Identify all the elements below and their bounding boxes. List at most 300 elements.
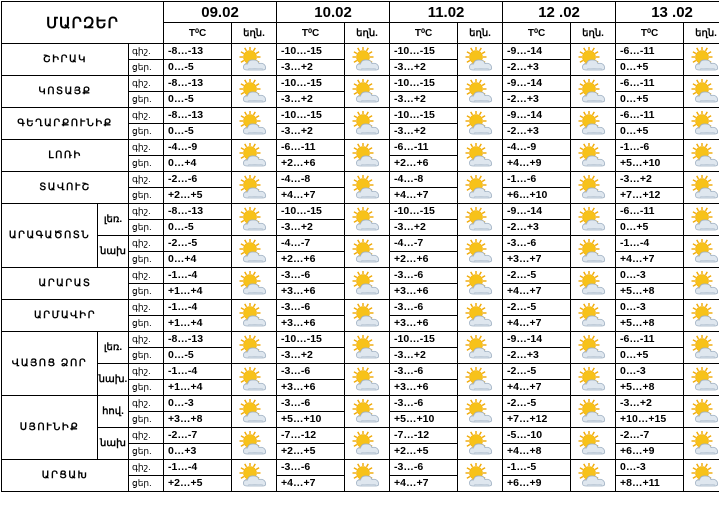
night-label: գիշ. [129, 172, 164, 188]
weather-header: եղն. [571, 23, 616, 44]
partly-cloudy-icon [465, 463, 495, 489]
partly-cloudy-icon [239, 175, 269, 201]
table-row [2, 364, 719, 380]
day-temperature: +2…+6 [277, 252, 345, 268]
partly-cloudy-icon [578, 335, 608, 361]
partly-cloudy-icon [465, 431, 495, 457]
night-temperature: -1…-6 [616, 140, 684, 156]
night-label: գիշ. [129, 76, 164, 92]
temperature-header: T⁰C [277, 23, 345, 44]
day-label: ցեր. [129, 284, 164, 300]
partly-cloudy-icon [352, 271, 382, 297]
partly-cloudy-icon [239, 47, 269, 73]
day-label: ցեր. [129, 316, 164, 332]
weather-cell [232, 76, 277, 108]
day-temperature: +5…+8 [616, 380, 684, 396]
day-temperature: +2…+5 [164, 476, 232, 492]
region-name: ԼՈՌԻ [2, 140, 129, 172]
day-temperature: 0…+5 [616, 60, 684, 76]
day-temperature: +6…+9 [503, 476, 571, 492]
partly-cloudy-icon [465, 303, 495, 329]
night-temperature: -2…-5 [503, 300, 571, 316]
day-temperature: 0…-5 [164, 60, 232, 76]
night-temperature: -5…-10 [503, 428, 571, 444]
night-temperature: -4…-7 [277, 236, 345, 252]
day-temperature: -3…+2 [277, 348, 345, 364]
day-label: ցեր. [129, 412, 164, 428]
night-temperature: -1…-6 [503, 172, 571, 188]
table-row [2, 332, 719, 348]
night-temperature: -2…-5 [503, 396, 571, 412]
partly-cloudy-icon [578, 47, 608, 73]
subregion-label: նախ [98, 428, 129, 460]
partly-cloudy-icon [578, 111, 608, 137]
night-temperature: -7…-12 [277, 428, 345, 444]
subregion-label: լեռ. [98, 204, 129, 236]
night-temperature: -3…-6 [390, 396, 458, 412]
partly-cloudy-icon [691, 111, 719, 137]
night-temperature: -10…-15 [277, 44, 345, 60]
night-temperature: -3…-6 [277, 460, 345, 476]
partly-cloudy-icon [691, 399, 719, 425]
day-temperature: 0…+3 [164, 444, 232, 460]
day-label: ցեր. [129, 92, 164, 108]
day-temperature: -3…+2 [390, 348, 458, 364]
weather-cell [571, 172, 616, 204]
weather-cell [345, 108, 390, 140]
weather-cell [458, 460, 503, 492]
partly-cloudy-icon [465, 271, 495, 297]
weather-cell [571, 76, 616, 108]
subregion-label: նախ. [98, 364, 129, 396]
day-temperature: +3…+6 [277, 284, 345, 300]
weather-cell [232, 396, 277, 428]
weather-cell [232, 300, 277, 332]
night-temperature: -10…-15 [277, 204, 345, 220]
date-header: 12 .02 [503, 2, 616, 23]
partly-cloudy-icon [352, 399, 382, 425]
day-temperature: +3…+6 [390, 316, 458, 332]
weather-cell [684, 140, 719, 172]
night-temperature: -4…-9 [164, 140, 232, 156]
night-temperature: -9…-14 [503, 76, 571, 92]
partly-cloudy-icon [352, 207, 382, 233]
day-temperature: +1…+4 [164, 380, 232, 396]
day-temperature: -2…+3 [503, 124, 571, 140]
night-temperature: -10…-15 [390, 204, 458, 220]
day-temperature: +5…+10 [277, 412, 345, 428]
weather-cell [345, 364, 390, 396]
night-label: գիշ. [129, 364, 164, 380]
weather-cell [458, 236, 503, 268]
night-temperature: -10…-15 [390, 332, 458, 348]
partly-cloudy-icon [239, 239, 269, 265]
weather-cell [684, 76, 719, 108]
partly-cloudy-icon [239, 79, 269, 105]
partly-cloudy-icon [691, 335, 719, 361]
weather-cell [458, 204, 503, 236]
night-temperature: -10…-15 [277, 108, 345, 124]
weather-cell [458, 332, 503, 364]
partly-cloudy-icon [578, 399, 608, 425]
table-row [2, 236, 719, 252]
day-temperature: -2…+3 [503, 92, 571, 108]
day-temperature: -2…+3 [503, 220, 571, 236]
day-label: ցեր. [129, 348, 164, 364]
day-temperature: -2…+3 [503, 348, 571, 364]
partly-cloudy-icon [691, 207, 719, 233]
day-temperature: +4…+7 [503, 380, 571, 396]
day-label: ցեր. [129, 252, 164, 268]
night-temperature: 0…-3 [616, 300, 684, 316]
weather-cell [345, 204, 390, 236]
day-temperature: -3…+2 [277, 124, 345, 140]
weather-cell [232, 172, 277, 204]
day-label: ցեր. [129, 476, 164, 492]
partly-cloudy-icon [691, 431, 719, 457]
table-row [2, 268, 719, 284]
night-temperature: -10…-15 [390, 44, 458, 60]
night-label: գիշ. [129, 332, 164, 348]
night-temperature: -6…-11 [616, 44, 684, 60]
table-row [2, 428, 719, 444]
partly-cloudy-icon [465, 335, 495, 361]
night-temperature: -4…-8 [277, 172, 345, 188]
night-temperature: -3…-6 [390, 364, 458, 380]
weather-cell [571, 108, 616, 140]
weather-header: եղն. [345, 23, 390, 44]
partly-cloudy-icon [352, 143, 382, 169]
table-row [2, 204, 719, 220]
night-temperature: -6…-11 [616, 204, 684, 220]
table-row [2, 108, 719, 124]
partly-cloudy-icon [691, 47, 719, 73]
night-temperature: -1…-4 [164, 460, 232, 476]
night-temperature: -10…-15 [390, 108, 458, 124]
night-temperature: -3…-6 [503, 236, 571, 252]
weather-cell [345, 396, 390, 428]
day-temperature: +2…+5 [164, 188, 232, 204]
night-temperature: 0…-3 [164, 396, 232, 412]
partly-cloudy-icon [578, 207, 608, 233]
weather-cell [684, 236, 719, 268]
partly-cloudy-icon [239, 399, 269, 425]
weather-cell [345, 236, 390, 268]
night-label: գիշ. [129, 460, 164, 476]
day-temperature: +4…+7 [390, 188, 458, 204]
weather-cell [458, 76, 503, 108]
night-temperature: 0…-3 [616, 268, 684, 284]
day-temperature: +10…+15 [616, 412, 684, 428]
night-temperature: -3…-6 [277, 268, 345, 284]
table-row [2, 76, 719, 92]
weather-cell [684, 396, 719, 428]
partly-cloudy-icon [578, 175, 608, 201]
weather-cell [571, 332, 616, 364]
partly-cloudy-icon [352, 463, 382, 489]
weather-cell [345, 460, 390, 492]
table-row [2, 396, 719, 412]
partly-cloudy-icon [239, 335, 269, 361]
night-temperature: -10…-15 [277, 332, 345, 348]
partly-cloudy-icon [691, 303, 719, 329]
partly-cloudy-icon [352, 367, 382, 393]
partly-cloudy-icon [352, 303, 382, 329]
day-temperature: +2…+5 [277, 444, 345, 460]
day-temperature: +5…+8 [616, 316, 684, 332]
weather-cell [684, 428, 719, 460]
weather-cell [458, 396, 503, 428]
weather-cell [232, 428, 277, 460]
weather-cell [684, 268, 719, 300]
weather-cell [458, 364, 503, 396]
day-temperature: -3…+2 [390, 220, 458, 236]
night-temperature: -3…-6 [390, 460, 458, 476]
night-temperature: -8…-13 [164, 204, 232, 220]
partly-cloudy-icon [578, 463, 608, 489]
day-temperature: +3…+6 [390, 380, 458, 396]
night-temperature: -1…-4 [164, 300, 232, 316]
day-label: ցեր. [129, 444, 164, 460]
table-row [2, 44, 719, 60]
weather-cell [232, 268, 277, 300]
weather-cell [345, 140, 390, 172]
partly-cloudy-icon [352, 111, 382, 137]
partly-cloudy-icon [352, 239, 382, 265]
night-temperature: 0…-3 [616, 460, 684, 476]
day-temperature: +7…+12 [503, 412, 571, 428]
night-temperature: -6…-11 [616, 332, 684, 348]
weather-cell [232, 236, 277, 268]
weather-cell [684, 332, 719, 364]
day-temperature: 0…-5 [164, 220, 232, 236]
region-name: ԱՐԱԳԱԾՈՏՆ [2, 204, 98, 268]
day-temperature: -3…+2 [390, 124, 458, 140]
day-label: ցեր. [129, 220, 164, 236]
night-temperature: -2…-7 [164, 428, 232, 444]
night-temperature: 0…-3 [616, 364, 684, 380]
day-label: ցեր. [129, 188, 164, 204]
forecast-table [1, 1, 719, 492]
partly-cloudy-icon [691, 271, 719, 297]
weather-cell [458, 300, 503, 332]
day-temperature: 0…-5 [164, 124, 232, 140]
day-temperature: +4…+7 [277, 188, 345, 204]
night-temperature: -3…-6 [390, 268, 458, 284]
partly-cloudy-icon [691, 175, 719, 201]
weather-cell [571, 460, 616, 492]
partly-cloudy-icon [465, 239, 495, 265]
day-temperature: +1…+4 [164, 316, 232, 332]
night-temperature: -4…-9 [503, 140, 571, 156]
night-temperature: -6…-11 [277, 140, 345, 156]
night-temperature: -2…-7 [616, 428, 684, 444]
night-temperature: -1…-4 [616, 236, 684, 252]
day-temperature: +6…+9 [616, 444, 684, 460]
day-label: ցեր. [129, 60, 164, 76]
weather-cell [458, 108, 503, 140]
weather-cell [571, 428, 616, 460]
day-temperature: +5…+8 [616, 284, 684, 300]
partly-cloudy-icon [578, 79, 608, 105]
partly-cloudy-icon [465, 143, 495, 169]
night-temperature: -1…-4 [164, 268, 232, 284]
weather-cell [232, 108, 277, 140]
partly-cloudy-icon [578, 303, 608, 329]
night-label: գիշ. [129, 396, 164, 412]
partly-cloudy-icon [465, 367, 495, 393]
day-temperature: 0…+5 [616, 92, 684, 108]
day-temperature: 0…+5 [616, 348, 684, 364]
weather-cell [232, 332, 277, 364]
day-label: ցեր. [129, 124, 164, 140]
day-temperature: 0…+4 [164, 252, 232, 268]
partly-cloudy-icon [239, 111, 269, 137]
night-label: գիշ. [129, 44, 164, 60]
weather-cell [345, 44, 390, 76]
weather-cell [684, 364, 719, 396]
weather-cell [458, 428, 503, 460]
night-temperature: -3…-6 [390, 300, 458, 316]
temperature-header: T⁰C [164, 23, 232, 44]
night-temperature: -2…-5 [503, 268, 571, 284]
night-label: գիշ. [129, 428, 164, 444]
partly-cloudy-icon [691, 367, 719, 393]
region-name: ՎԱՅՈՑ ՁՈՐ [2, 332, 98, 396]
night-temperature: -6…-11 [616, 108, 684, 124]
day-temperature: -3…+2 [277, 92, 345, 108]
subregion-label: նախ [98, 236, 129, 268]
subregion-label: լեռ. [98, 332, 129, 364]
weather-cell [571, 364, 616, 396]
weather-cell [345, 268, 390, 300]
weather-cell [232, 204, 277, 236]
weather-cell [232, 364, 277, 396]
temperature-header: T⁰C [503, 23, 571, 44]
date-header: 11.02 [390, 2, 503, 23]
weather-cell [458, 140, 503, 172]
partly-cloudy-icon [352, 47, 382, 73]
subregion-label: հով. [98, 396, 129, 428]
day-temperature: 0…-5 [164, 348, 232, 364]
night-temperature: -3…+2 [616, 396, 684, 412]
partly-cloudy-icon [691, 79, 719, 105]
day-temperature: +5…+10 [390, 412, 458, 428]
weather-cell [684, 460, 719, 492]
day-temperature: +3…+7 [503, 252, 571, 268]
partly-cloudy-icon [352, 335, 382, 361]
weather-cell [345, 172, 390, 204]
partly-cloudy-icon [465, 175, 495, 201]
weather-cell [684, 44, 719, 76]
partly-cloudy-icon [691, 463, 719, 489]
night-temperature: -1…-5 [503, 460, 571, 476]
weather-cell [571, 236, 616, 268]
region-name: ԿՈՏԱՅՔ [2, 76, 129, 108]
night-temperature: -3…-6 [277, 300, 345, 316]
night-temperature: -10…-15 [277, 76, 345, 92]
partly-cloudy-icon [465, 79, 495, 105]
day-temperature: 0…-5 [164, 92, 232, 108]
day-label: ցեր. [129, 156, 164, 172]
weather-cell [684, 172, 719, 204]
day-temperature: +3…+6 [277, 316, 345, 332]
night-temperature: -2…-5 [503, 364, 571, 380]
night-temperature: -8…-13 [164, 332, 232, 348]
day-temperature: 0…+5 [616, 220, 684, 236]
day-temperature: +8…+11 [616, 476, 684, 492]
day-temperature: +4…+7 [277, 476, 345, 492]
day-temperature: +6…+10 [503, 188, 571, 204]
weather-cell [684, 108, 719, 140]
day-temperature: +3…+6 [277, 380, 345, 396]
day-temperature: +2…+6 [390, 156, 458, 172]
weather-cell [571, 44, 616, 76]
day-temperature: +7…+12 [616, 188, 684, 204]
weather-cell [458, 268, 503, 300]
night-temperature: -8…-13 [164, 108, 232, 124]
night-temperature: -8…-13 [164, 76, 232, 92]
day-label: ցեր. [129, 380, 164, 396]
partly-cloudy-icon [691, 143, 719, 169]
weather-cell [458, 172, 503, 204]
weather-cell [684, 204, 719, 236]
temperature-header: T⁰C [616, 23, 684, 44]
day-temperature: +1…+4 [164, 284, 232, 300]
night-temperature: -4…-8 [390, 172, 458, 188]
weather-cell [345, 428, 390, 460]
region-name: ԳԵՂԱՐՔՈՒՆԻՔ [2, 108, 129, 140]
day-temperature: -3…+2 [390, 92, 458, 108]
partly-cloudy-icon [465, 399, 495, 425]
night-label: գիշ. [129, 268, 164, 284]
day-temperature: +4…+7 [390, 476, 458, 492]
date-header: 10.02 [277, 2, 390, 23]
weather-cell [232, 44, 277, 76]
region-name: ԱՐՄԱՎԻՐ [2, 300, 129, 332]
day-temperature: +4…+7 [503, 316, 571, 332]
partly-cloudy-icon [578, 431, 608, 457]
date-header: 13 .02 [616, 2, 719, 23]
day-temperature: +4…+8 [503, 444, 571, 460]
weather-cell [571, 204, 616, 236]
night-temperature: -1…-4 [164, 364, 232, 380]
weather-cell [571, 268, 616, 300]
region-name: ԱՐԱՐԱՏ [2, 268, 129, 300]
night-label: գիշ. [129, 300, 164, 316]
night-label: գիշ. [129, 204, 164, 220]
partly-cloudy-icon [239, 271, 269, 297]
partly-cloudy-icon [578, 239, 608, 265]
night-temperature: -10…-15 [390, 76, 458, 92]
region-name: ՏԱՎՈՒՇ [2, 172, 129, 204]
partly-cloudy-icon [465, 111, 495, 137]
day-temperature: +2…+6 [277, 156, 345, 172]
temperature-header: T⁰C [390, 23, 458, 44]
partly-cloudy-icon [239, 143, 269, 169]
weather-cell [232, 460, 277, 492]
partly-cloudy-icon [239, 207, 269, 233]
partly-cloudy-icon [465, 47, 495, 73]
day-temperature: +4…+7 [503, 284, 571, 300]
weather-cell [458, 44, 503, 76]
partly-cloudy-icon [352, 431, 382, 457]
regions-header: ՄԱՐԶԵՐ [2, 2, 164, 44]
weather-cell [345, 76, 390, 108]
day-temperature: +2…+5 [390, 444, 458, 460]
partly-cloudy-icon [352, 175, 382, 201]
day-temperature: +4…+7 [616, 252, 684, 268]
